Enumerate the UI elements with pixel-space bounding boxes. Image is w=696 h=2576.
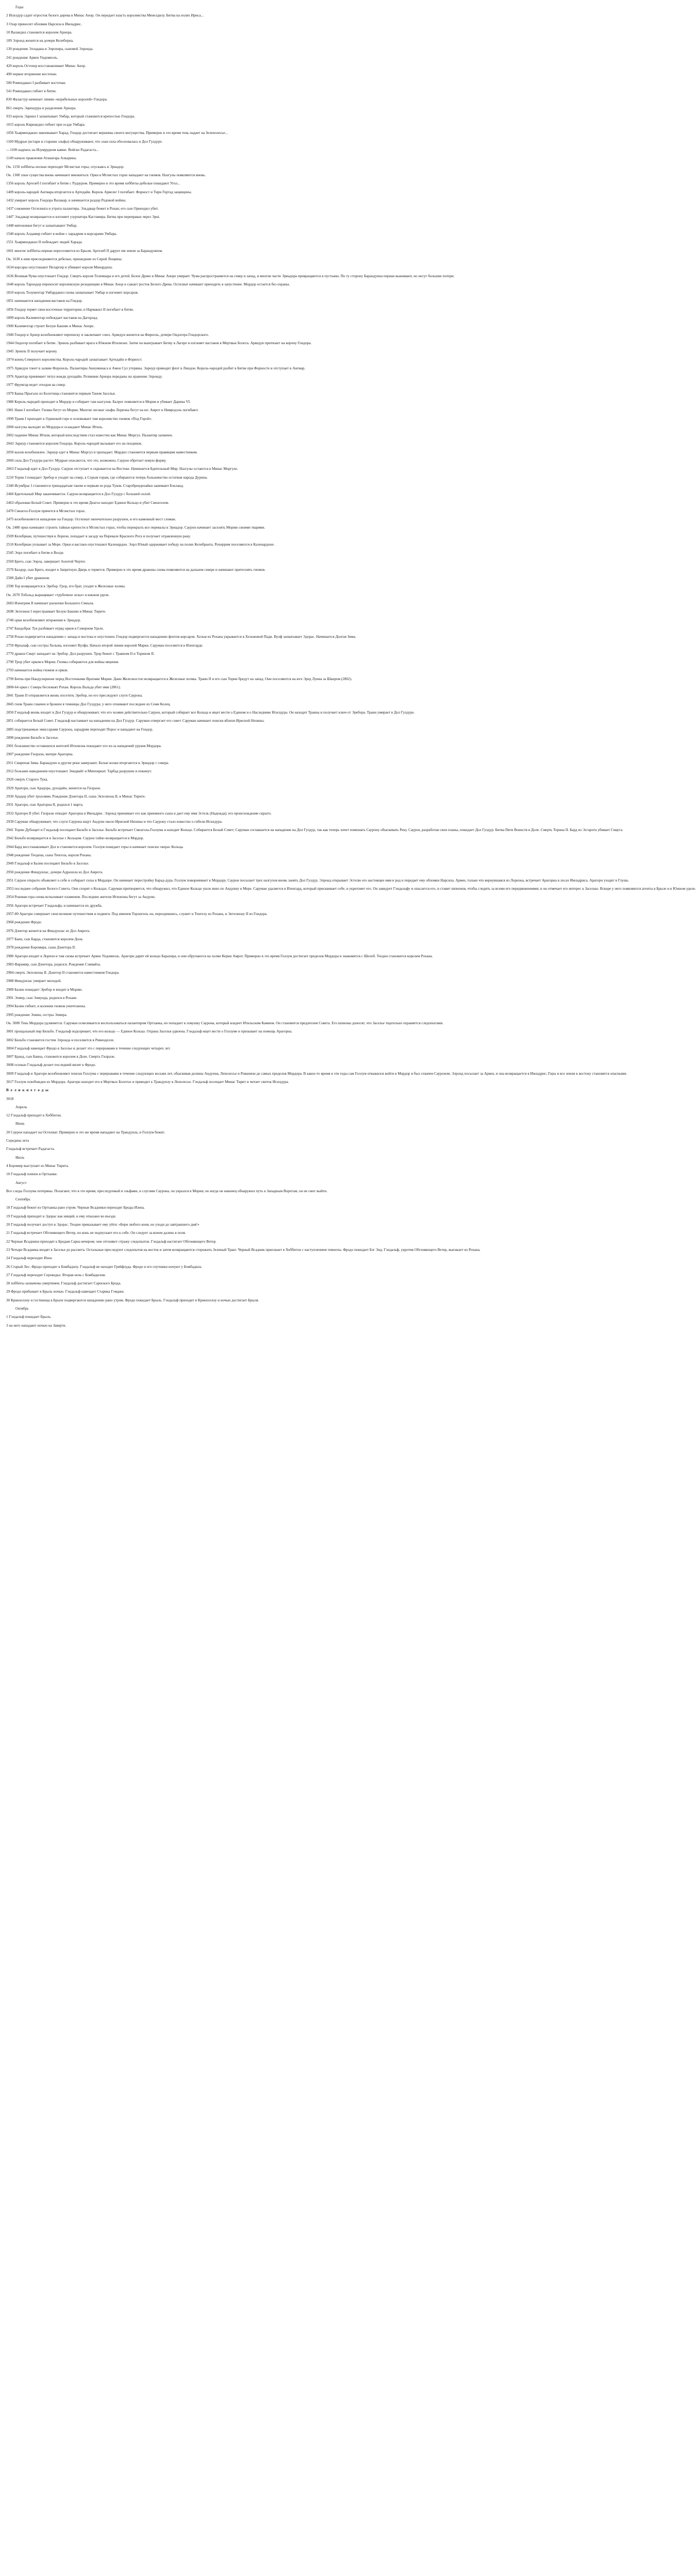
document-line: 2930 Арадор убит троллями. Рождение Дэнетора II, сына Эктелиона II, в Минас Тирите. — [6, 794, 146, 799]
document-line: 2510 Келебриан уплывает за Море. Орки и вастаки опустошают Каленардон. Эорл Юный одерживает победу на полях Келебранта. Рохиррим поселяются в Каленардоне. — [6, 543, 275, 547]
document-line: 1975 Арведуи тонет в заливе Форохель. Палантиры Аннуминаса и Амон Сул утеряны. Эарнур приводит флот в Линдон. Король-чародей разбит в Битве при Форносте и отступает в Ангмар. — [6, 366, 306, 370]
document-line: 2851 собирается Белый Совет. Гэндальф настаивает на нападении на Дол Гулдур. Саруман отвергает его совет. Саруман начинает поиски вблизи Ирисной Низины. — [6, 719, 264, 723]
document-line: 29 Фродо прибывает в Брыль ночью. Гэндальф навещает Старика Гэмджи. — [6, 1290, 125, 1294]
document-line: 20 Саурон нападает на Осгилиат. Примерно в это же время нападают на Трандуила, и Голлум бежит. — [6, 1130, 165, 1134]
document-line: 1636 Великая Чума опустошает Гондор. Смерть короля Телемнара и его детей. Белое Древо в Минас Аноре умирает. Чума распространяется на север и запад, и многие части Эриадора превращаются в пустыню. По ту сторону Барандуина периан выживают, но несут большие потери. — [6, 274, 455, 278]
document-line: 2991 Эомер, сын Эомунда, родился в Рохане. — [6, 996, 77, 1001]
document-line: 2977 Баин, сын Барда, становится королем Дола. — [6, 937, 84, 941]
document-line: 1976 Арантар принимает титул вождя дунэдайн. Реликвии Арнора переданы на хранение Элронду. — [6, 375, 162, 379]
document-line: 2841 Траин II отправляется вновь посетить Эребор, но его преследуют слуги Саурона. — [6, 693, 143, 698]
document-line: 2589 Дайн I убит драконом. — [6, 576, 50, 581]
document-line: 2698 Эктелион I перестраивает Белую Башню в Минас Тирите. — [6, 609, 106, 614]
document-line: 2911 Свирепая Зима. Барандуин и другие реки замерзают. Белые волки вторгаются в Эриадор с севера. — [6, 760, 169, 765]
document-line: 2931 Арагорн, сын Араторна II, родился 1 марта. — [6, 803, 84, 807]
document-line: 2956 Арагорн встречает Гэндальфа, и начинается их дружба. — [6, 903, 103, 908]
document-line: 2569 Брего, сын Эорла, завершает Золотой Чертог. — [6, 559, 86, 564]
document-line: 2799 Битва при Нандухирионе перед Восточными Вратами Мории. Даин Железностоп возвращается в Железные холмы. Траин II и его сын Торин бредут на запад. Они поселяются на юге Эред Луина за Шаиром (2802). — [6, 676, 352, 681]
document-line: 28 хоббиты захвачены умертвием. Гэндальф достигает Сарнского Брода. — [6, 1281, 121, 1286]
document-line: 18 Гэндальф бежит из Ортханка рано утром. Черные Всадники переходят Броды Изена. — [6, 1206, 145, 1210]
document-line: 2949 Гэндальф и Балин посещают Бильбо в Заселье. — [6, 861, 89, 866]
document-line: Октябрь — [15, 1307, 29, 1311]
document-line: 1944 Ондогер погибает в битве. Эрниль разбивает врага в Южном Итилиэне. Затем он выигрывает Битву в Лагере и изгоняет вастаков в Мертвые Болота. Арведуи притязает на корону Гондора. — [6, 341, 312, 345]
document-line: 1899 король Калимехтар побеждает вастаков на Дагорлад. — [6, 315, 98, 320]
document-line: Годы — [15, 5, 24, 9]
document-line: 1356 король Аргелеб I погибает в битве с Рудауром. Примерно в это время хоббиты-дебелые покидают Угол... — [6, 181, 180, 186]
document-line: 2790 Трор убит орком в Мории. Гномы собираются для войны мщения. — [6, 660, 119, 665]
document-line: 2929 Араторн, сын Арадора, дунэдайн, женится на Гилраэн. — [6, 786, 101, 790]
document-line: 1810 король Телумехтар Умбардакил снова захватывает Умбар и изгоняет корсаров. — [6, 291, 139, 295]
document-line: 1634 корсары опустошают Пеларгир и убивают короля Минардила. — [6, 265, 113, 270]
document-line: Середина лета — [6, 1139, 29, 1143]
document-line: 3007 Бранд, сын Баина, становится королем в Доле. Смерть Гилраэн. — [6, 1055, 115, 1059]
document-line: Ок. 1630 к ним присоединяются дебелые, пришедшие из Сирой Лощины. — [6, 257, 123, 261]
document-line: 1640 король Тарондор переносит королевскую резиденцию в Минас Анор и сажает росток Белого Древа. Осгилиат начинает приходить в запустение. Мордор остается без охраны. — [6, 282, 290, 286]
document-line: 1 Гэндальф покидает Брыль. — [6, 1315, 52, 1319]
document-line: 2951 Саурон открыто объявляет о себе и собирает силы в Мордоре. Он начинает перестройку Барад-дура. Голлум поворачивает к Мордору. Саурон посылает трех назгулов вновь занять Дол Гулдур. Элронд открывает Эстелю его настоящее имя и род и передает ему обломки Нарсила. Арвен, только что вернувшаяся из Лориэна, встречает Арагорна в лесах Имладриса. Арагорн уходит в Глушь. — [6, 878, 629, 883]
document-line: 2759 Фреалаф, сын сестры Хельма, изгоняет Вулфа. Начало второй линии королей Марки. Саруман поселяется в Изенгарде. — [6, 643, 204, 648]
document-line: 3 на него нападают ночью на Заверти. — [6, 1323, 67, 1328]
document-line: 2470 Смеагол-Голлум прячется в Мглистых горах. — [6, 509, 86, 513]
document-line: 1940 Гондор и Арнор возобновляют переписку и заключают союз. Арведуи женится на Фириэль, дочери Ондогера Гондорского. — [6, 332, 209, 337]
document-line: 2683 Изенгрим II начинает раскопки Большого Смиала. — [6, 601, 94, 606]
document-line: 1448 мятежники бегут и захватывают Умбар. — [6, 223, 77, 228]
document-line: 1981 Наин I погибает. Гномы бегут из Мории. Многие лесные эльфы Лориэна бегут на юг. Амрот и Нимродэль погибают. — [6, 408, 198, 413]
document-line: 2570 Балдор, сын Брего, входит в Запретную Дверь и теряется. Примерно в это время драконы снова появляются на дальнем севере и начинают притеснять гномов. — [6, 567, 266, 572]
document-line: 26 Старый Лес. Фродо приходит к Бомбадилу. Гэндальф не находит Грейфлуда. Фродо и его спутники ночуют у Бомбадила. — [6, 1264, 202, 1269]
document-line: Ок. 2670 Тобольд выращивает «трубочное зелье» в южном уделе. — [6, 592, 110, 597]
document-line: 1999 Траин I приходит к Одинокой горе и основывает там королевство гномов «Под Горой». — [6, 416, 153, 421]
document-line: 2920 смерть Старого Тука. — [6, 777, 48, 782]
document-line: 2800-64 орки с Севера беспокоят Рохан. Король Вальда убит ими (2861). — [6, 685, 121, 690]
document-line: 2740 орки возобновляют вторжения в Эриадор. — [6, 618, 81, 622]
document-line: Ок. 3000 Тень Мордора удлиняется. Саруман осмеливается воспользоваться палантиром Ортханка, но попадает в ловушку Саурона, который владеет Итильским Камнем. Он становится предателем Совета. Его шпионы доносят, что Заселье тщательно охраняется следопытами. — [6, 1021, 443, 1025]
document-line: 2850 Гэндальф вновь входит в Дол Гулдур и обнаруживает, что его хозяин действительно Саурон, который собирает все Кольца и ищет вести о Едином и о Наследнике Исилдура. Он находит Траина и получает ключ от Эребора. Траин умирает в Дол Гулдуре. — [6, 710, 415, 715]
document-line: 2340 Исумбрас I становится тринадцатым таном и первым из рода Туков. Старобрендизайки занимают Бэкланд. — [6, 483, 184, 488]
document-line: Сентябрь — [15, 1197, 30, 1202]
document-line: 2978 рождение Боромира, сына Дэнетора II. — [6, 945, 76, 950]
document-line: 2950 рождение Финдуилас, дочери Адрахила из Дол Амрота. — [6, 870, 103, 874]
document-line: 22 Черные Всадники приходят к Бродам Сарна вечером; они отгоняют стражу следопытов. Гэндальф настигает Обгоняющего Ветер. — [6, 1239, 217, 1244]
document-line: 2460 Бдительный Мир заканчивается. Саурон возвращается в Дол Гулдур с большей силой. — [6, 492, 151, 497]
document-line: 1856 Гондор теряет свои восточные территории, и Нармакил II погибает в битве. — [6, 307, 134, 312]
document-line: 2994 Балин гибнет, и колония гномов уничтожена. — [6, 1004, 86, 1009]
document-line: 130 рождение Элладана и Элрохира, сыновей Элронда. — [6, 47, 94, 52]
document-line: 1149 начало правления Атанатара Алкарина. — [6, 156, 77, 161]
document-line: 20 Гэндальф получает доступ в Эдорас. Теоден приказывает ему уйти: «Бери любого коня, но уходи до завтрашнего дня!» — [6, 1223, 200, 1227]
document-line: 2545 Эорл погибает в битве в Волде. — [6, 551, 64, 555]
document-line: 2939 Саруман обнаруживает, что слуги Саурона ищут Андуин около Ирисной Низины и что Саурону стало известно о гибели Исилдура. — [6, 819, 223, 824]
document-line: 109 Элронд женится на дочери Келеборна. — [6, 39, 74, 43]
document-line: 2210 Торин I покидает Эребор и уходит на север, к Серым горам, где собираются теперь большинство остатков народа Дурина. — [6, 475, 208, 480]
document-line: Ок. 1150 хоббиты-лесные переходят Мглистые горы, спускаясь в Эриадор. — [6, 164, 124, 169]
document-line: 2957-80 Арагорн совершает свои великие путешествия и подвиги. Под именем Торонгиль он, переодевшись, служит и Тенгелу из Рохана, и Эктелиону II из Гондора. — [6, 912, 268, 917]
document-line: 1015 король Кириандил гибнет при осаде Умбара. — [6, 123, 86, 127]
document-line: 2953 последнее собрание Белого Совета. Они спорят о Кольцах. Саруман притворяется, что обнаружил, что Единое Кольцо ушло вниз по Андуину в Море. Саруман удаляется в Изенгард, который присваивает себе, и укрепляет его. Он завидует Гэндальфу и опасается его, и ставит шпионов, чтобы следить за всеми его передвижениями; и он отмечает его интерес к Заселью. Вскоре у него появляются агенты в Брыле и в Южном уделе. — [6, 887, 696, 891]
document-line: 933 король Эарнил I захватывает Умбар, который становится крепостью Гондора. — [6, 114, 136, 118]
document-line: Июль — [15, 1155, 25, 1160]
document-line: 3009 Гэндальф и Арагорн возобновляют поиски Голлума с перерывами в течение следующих восьми лет, обыскивая долины Андуина, Лихолесье и Рованион до самых пределов Мордора. В какое-то время в эти годы сам Голлум отважился войти в Мордор и был схвачен Сауроном. Элронд посылает за Арвен, и она возвращается в Имладрис; Горы и все земли к востоку становятся опасными. — [6, 1071, 627, 1076]
document-line: 2043 Эарнур становится королем Гондора. Король-чародей вызывает его на поединок. — [6, 442, 143, 446]
document-line: 1100 Мудрые (истари и старшие эльфы) обнаруживают, что злая сила обосновалась в Дол Гулдуре. — [6, 139, 163, 144]
document-line: 2063 Гэндальф идет в Дол Гулдур. Саурон отступает и скрывается на Востоке. Начинается Бдительный Мир. Назгулы остаются в Минас Моргуле. — [6, 467, 238, 471]
document-line: 1974 конец Северного королевства. Король-чародей захватывает Артедайн и Форност. — [6, 358, 142, 362]
document-line: 30 Крикхоллоу и гостиница в Брыле подвергаются нападению рано утром. Фродо покидает Брыль. Гэндальф приходит в Крикхоллоу и ночью достигает Брыля. — [6, 1298, 259, 1302]
document-line: Апрель — [15, 1105, 27, 1109]
document-line: Все следы Голлума потеряны. Полагают, что в это время, преследуемый и эльфами, и слугами Саурона, он укрылся в Мории; но когда он наконец обнаружил путь к Западным Воротам, он не смог выйти. — [6, 1189, 327, 1193]
document-line: 861 смерть Эарендура и разделение Арнора. — [6, 106, 76, 110]
document-line: 1447 Эльдакар возвращается и изгоняет узурпатора Кастамира. Битва при переправах через Эрui. — [6, 215, 160, 219]
document-line: 2968 рождение Фродо. — [6, 920, 42, 925]
document-line: 1945 Эрниль II получает корону. — [6, 349, 58, 354]
document-line: 2050 вызов возобновлен. Эарнур едет в Минас Моргул и пропадает. Мардил становится первым правящим наместником. — [6, 450, 198, 454]
document-line: 2933 Араторн II убит. Гилраэн отводит Арагорна в Имладрис. Элронд принимает его как приемного сына и дает ему имя Эстель (Надежда); его происхождение скрыто. — [6, 811, 272, 816]
document-line: 2942 Бильбо возвращается в Заселье с Кольцом. Саурон тайно возвращается в Мордор. — [6, 836, 144, 841]
document-line: 10 Гэндальф пленен в Ортханке. — [6, 1172, 58, 1177]
document-line: 1551 Хьярмендакил II побеждает людей Харада. — [6, 240, 83, 245]
document-line: 2901 большинство оставшихся жителей Итилиэна покидают его из-за нападений уруков Мордора. — [6, 744, 162, 749]
document-line: 3002 Бильбо становится гостем Элронда и поселяется в Ривенделле. — [6, 1038, 114, 1042]
document-line: 241 рождение Арвен Ундомиэль. — [6, 55, 58, 60]
document-line: 1437 сожжение Осгилиата и утрата палантира. Эльдакар бежит в Рохан; его сын Орнендил убит. — [6, 207, 159, 211]
document-line: 19 Гэндальф приходит в Эдорас как нищий, и ему отказано во въезде. — [6, 1214, 117, 1218]
document-line: Ок. 1300 злые существа вновь начинают множиться. Орки в Мглистых горах нападают на гномов. Назгулы появляются вновь. — [6, 173, 206, 177]
document-line: 2941 Торин Дубощит и Гэндальф посещают Бильбо в Заселье. Бильбо встречает Смеагола-Голлума и находит Кольцо. Собирается Белый Совет; Саруман соглашается на нападение на Дол Гулдур, так как теперь хочет помешать Саурону обыскивать Реку. Саурон, разработав свои планы, покидает Дол Гулдур. Битва Пяти Воинств в Доле. Смерть Торина II. Бард из Эсгарота убивает Смауга. — [6, 828, 623, 833]
document-line: 490 первое вторжение восточан. — [6, 72, 57, 77]
document-line: 3008 осенью Гэндальф делает последний визит к Фродо. — [6, 1063, 96, 1067]
document-line: 2984 смерть Эктелиона II. Дэнетор II становится наместником Гондора. — [6, 971, 120, 975]
document-line: 2793 начинается война гномов и орков. — [6, 668, 69, 673]
document-line: 3018 — [6, 1096, 14, 1101]
document-line: 2509 Келебриан, путешествуя в Лориэн, попадает в засаду на Перевале Красного Рога и получает отравленную рану. — [6, 534, 191, 538]
document-line: 1977 Фрумгар ведет этеодов на север. — [6, 383, 66, 387]
document-line: 2912 большие наводнения опустошают Энедвайт и Минхириат. Тарбад разрушен и покинут. — [6, 769, 152, 774]
document-line: —1100 надпись на Изумрудном камне. Войско Радагаста... — [6, 148, 99, 152]
document-line: 1540 король Алдамир гибнет в войне с харадрим и корсарами Умбара. — [6, 232, 118, 236]
document-line: 24 Гэндальф переходит Изен. — [6, 1256, 53, 1261]
document-line: 3001 прощальный пир Бильбо. Гэндальф подозревает, что его кольцо — Единое Кольцо. Охрана Заселья удвоена. Гэндальф ищет вести о Голлуме и призывает на помощь Арагорна. — [6, 1029, 292, 1034]
document-line: 2060 сила Дол Гулдура растет. Мудрые опасаются, что это, возможно, Саурон обретает новую форму. — [6, 459, 167, 463]
document-line: 2845 гном Траин схвачен и брошен в темницы Дол Гулдура; у него отнимают последнее из Семи Колец. — [6, 702, 171, 706]
document-line: 830 Фаластур начинает линию «корабельных королей» Гондора. — [6, 97, 108, 102]
document-line: 2976 Дэнетор женится на Финдуилас из Дол Амрота. — [6, 928, 90, 933]
document-line: Гэндальф встречает Радагаста. — [6, 1147, 55, 1151]
document-line: 1900 Калимехтар строит Белую Башню в Минас Аноре. — [6, 324, 95, 329]
document-line: 2770 дракон Смауг нападает на Эребор. Дол разрушен. Трор бежит с Траином II и Торином II. — [6, 651, 155, 656]
document-line: 1050 Хьярмендакил завоевывает Харад. Гондор достигает вершины своего могущества. Примерно в это время тень падает на Зеленолесье... — [6, 131, 228, 135]
document-line: 10 Валандил становится королем Арнора. — [6, 30, 73, 35]
document-line: 4 Боромир выступает из Минас Тирита. — [6, 1163, 69, 1168]
document-line: 3017 Голлум освобожден из Мордора. Арагорн находит его в Мертвых Болотах и приводит к Трандуилу в Лихолесье. Гэндальф посещает Минас Тирит и читает свиток Исилдура. — [6, 1080, 289, 1084]
document-line: 2988 Финдуилас умирает молодой. — [6, 979, 62, 984]
document-line: 1601 многие хоббиты-периан переселяются из Брыля; Аргелеб II дарует им земли за Барандуином. — [6, 248, 163, 253]
document-line: 2948 рождение Теодена, сына Тенгела, короля Рохана. — [6, 853, 92, 857]
document-line: 500 Ромендакил I разбивает восточан. — [6, 80, 67, 85]
document-line: 2758 Рохан подвергается нападению с запада и востока и опустошен. Гондор подвергается нападению флотов корсаров. Хельм из Рохана укрывается в Хельмовой Пади. Вулф захватывает Эдорас. Начинается Долгая Зима. — [6, 635, 356, 639]
document-line: 23 Четыре Всадника входят в Заселье до рассвета. Остальные преследуют следопытов на восток и затем возвращаются сторожить Зеленый Тракт. Черный Всадник приезжает в Хоббитон с наступлением темноты. Фродо покидает Бэг Энд. Гэндальф, укротив Обгоняющего Ветер, выезжает из Рохана. — [6, 1247, 480, 1252]
document-line: 1409 король-чародей Ангмара вторгается в Артедайн. Король Арвелег I погибает. Форност и Тирн Гортад защищены. — [6, 190, 192, 194]
document-line: Июнь — [15, 1122, 25, 1126]
document-line: 2463 образован Белый Совет. Примерно в это время Деагол находит Единое Кольцо и убит Смеаголом. — [6, 500, 169, 505]
document-line: 2890 рождение Бильбо в Заселье. — [6, 735, 59, 740]
document-line: 541 Ромендакил гибнет в битве. — [6, 89, 57, 93]
document-line: 1979 Бакка Прыгало из Болотища становится первым Таном Заселья. — [6, 391, 116, 396]
document-line: 2590 Тор возвращается в Эребор. Грор, его брат, уходит в Железные холмы. — [6, 584, 126, 589]
document-line: 3 Охар приносит обломки Нарсила в Имладрис. — [6, 22, 82, 26]
document-line: 1980 Король-чародей приходит в Мордор и собирает там назгулов. Балрог появляется в Мории и убивает Дарина VI. — [6, 399, 191, 404]
document-line: 12 Гэндальф приходит в Хоббитон. — [6, 1113, 62, 1118]
document-line: 2 Исилдур садит отросток белого дерева в Минас Анор. Он передает власть королевства Менелдилу. Битва на полях Ириса... — [6, 13, 204, 18]
document-line: 27 Гэндальф переходит Сероводье. Вторая ночь с Бомбадилом. — [6, 1273, 106, 1277]
document-line: 2747 Бандобрас Тук разбивает отряд орков в Северном Уделе. — [6, 626, 104, 631]
document-line: 2954 Роковая гора снова вспыхивает пламенем. Последние жители Итилиэна бегут за Андуин. — [6, 895, 156, 900]
document-line: 2995 рождение Эовин, сестры Эомера. — [6, 1012, 68, 1017]
document-line: 2002 падение Минас Итиля, который впоследствии стал известен как Минас Моргул. Палантир захвачен. — [6, 433, 173, 438]
document-line: 1851 начинаются нападения вастаков на Гондор. — [6, 299, 83, 303]
document-line: 1432 умирает король Гондора Валакар, и начинается раздор Родовой войны. — [6, 198, 126, 202]
document-line: 2989 Балин покидает Эребор и входит в Морию. — [6, 987, 83, 992]
document-line: 2980 Арагорн входит в Лориэн и там снова встречает Арвен Ундомиэль. Арагорн дарит ей кольцо Барахира, и они обручаются на холме Керин Амрот. Примерно в это время Голлум достигает пределов Мордора и знакомится с Шелоб. Теоден становится королем Рохана. — [6, 954, 433, 958]
document-line: 2983 Фарамир, сын Дэнетора, родился. Рождение Сэмвайза. — [6, 962, 101, 967]
document-line: 2000 назгулы выходят из Мордора и осаждают Минас Итиль. — [6, 425, 103, 429]
document-line: 2475 возобновляется нападение на Гондор. Осгилиат окончательно разрушен, и его каменный мост сломан. — [6, 517, 176, 522]
document-line: Август — [15, 1180, 27, 1185]
document-line: 2907 рождение Гилраэн, матери Арагорна. — [6, 752, 74, 757]
document-line: Ок. 2480 орки начинают строить тайные крепости в Мглистых горах, чтобы перекрыть все перевалы в Эриадор. Саурон начинает заселять Морию своими тварями. — [6, 526, 266, 530]
document-line: 2944 Бард восстанавливает Дол и становится королем. Голлум покидает горы и начинает поиски «вора» Кольца. — [6, 844, 184, 849]
document-line: 2885 подстрекаемые эмиссарами Саурона, харадрим переходят Порос и нападают на Гондор. — [6, 727, 153, 732]
document-line: 420 король Остохер восстанавливает Минас Анор. — [6, 64, 86, 69]
document-line: 3004 Гэндальф навещает Фродо в Заселье и делает это с перерывами в течение следующих четырех лет. — [6, 1046, 171, 1050]
document-line: В е л и к и е г о д ы — [6, 1088, 49, 1093]
document-line: 21 Гэндальф встречает Обгоняющего Ветер, но конь не подпускает его к себе. Он следует за конем далеко в поля. — [6, 1231, 186, 1235]
